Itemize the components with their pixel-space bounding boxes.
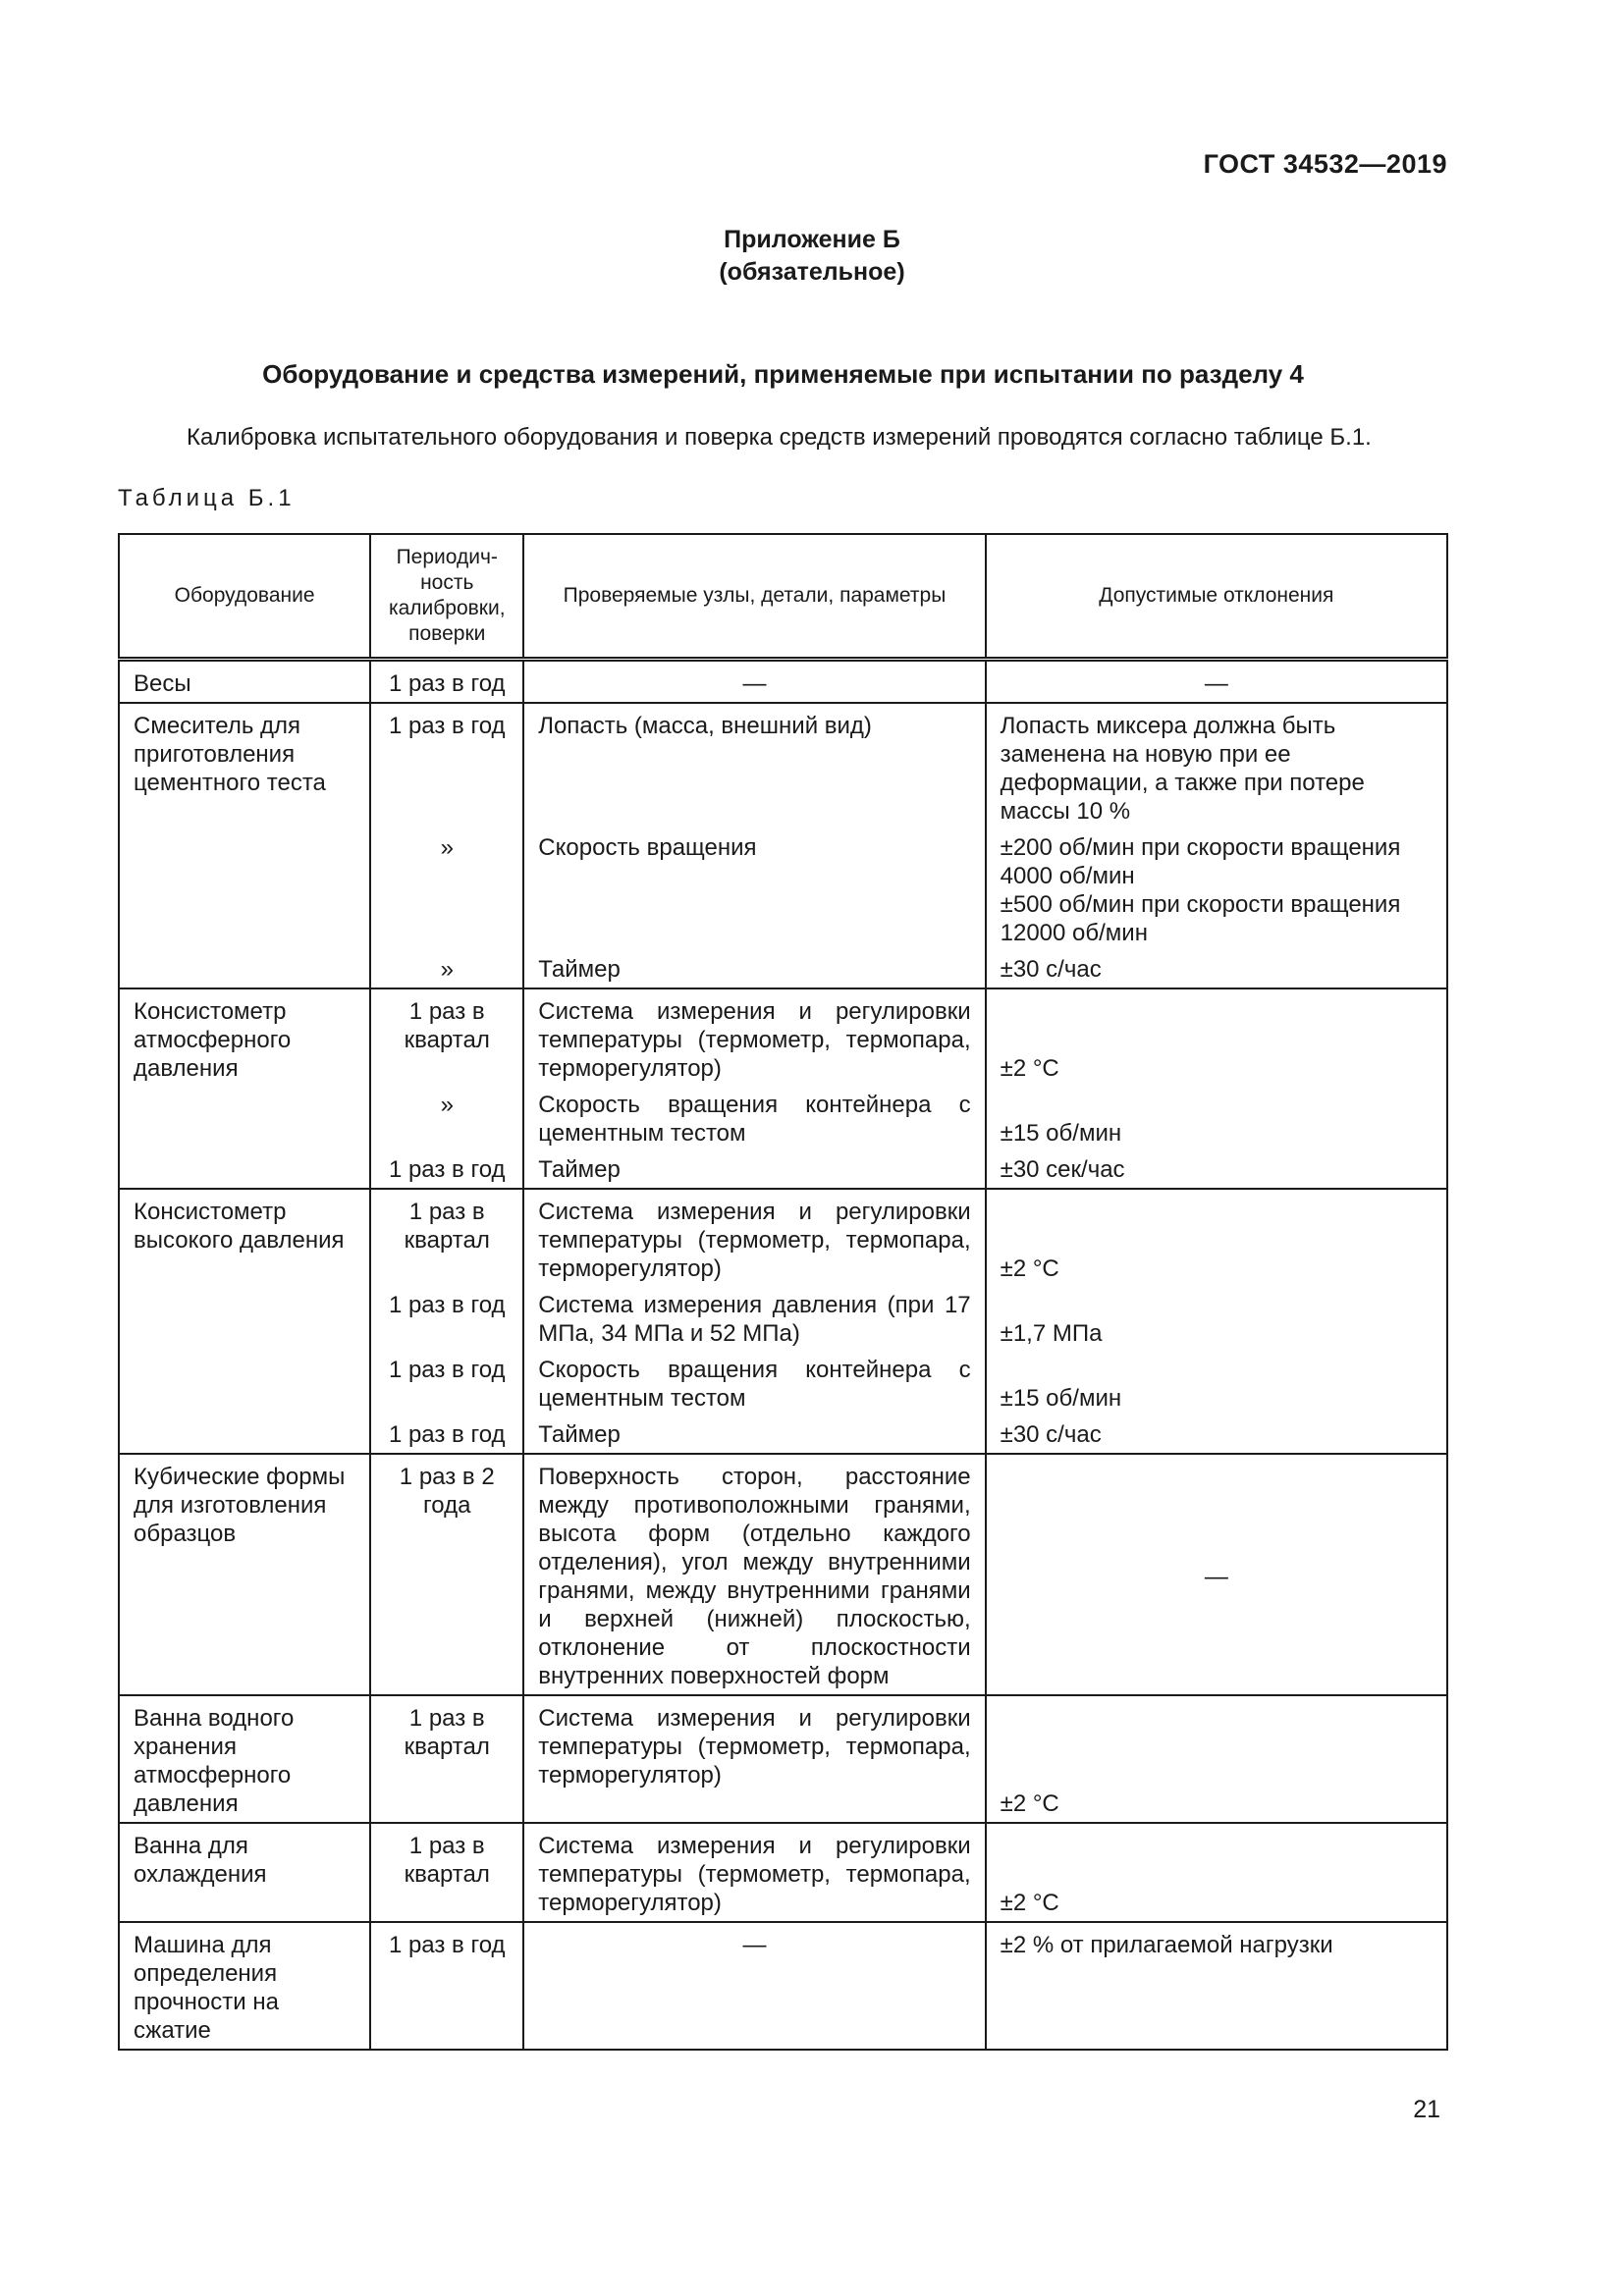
table-row	[119, 988, 1447, 1087]
table-row	[119, 660, 1447, 704]
table-row	[119, 1189, 1447, 1287]
periodicity-cell: 1 раз в год	[370, 1416, 523, 1454]
table-row	[119, 1823, 1447, 1922]
equipment-cell: Машина для определения прочности на сжатие	[119, 1922, 370, 2050]
tolerance-cell	[986, 829, 1447, 951]
tolerance-cell: ±2 °С	[986, 1189, 1447, 1287]
table-row	[119, 703, 1447, 829]
periodicity-cell: 1 раз в квартал	[370, 1695, 523, 1823]
table-caption: Таблица Б.1	[118, 485, 296, 511]
parameter-cell: Лопасть (масса, внешний вид)	[523, 703, 985, 829]
document-code: ГОСТ 34532—2019	[1203, 149, 1447, 179]
equipment-cell: Консистометр высокого давления	[119, 1189, 370, 1454]
parameter-cell: Система измерения и регулировки температуры (термометр, термопара, терморегулятор)	[523, 1823, 985, 1922]
parameter-cell: Скорость вращения контейнера с цементным тестом	[523, 1087, 985, 1151]
periodicity-cell: 1 раз в год	[370, 1352, 523, 1416]
tolerance-cell: ±15 об/мин	[986, 1087, 1447, 1151]
equipment-cell: Ванна водного хранения атмосферного давления	[119, 1695, 370, 1823]
equipment-cell: Кубические формы для изготовления образцов	[119, 1454, 370, 1695]
periodicity-cell: 1 раз в год	[370, 703, 523, 829]
tolerance-cell: —	[986, 660, 1447, 704]
tolerance-cell: ±2 °С	[986, 1823, 1447, 1922]
parameter-cell: —	[523, 660, 985, 704]
parameter-cell: Система измерения давления (при 17 МПа, 34 МПа и 52 МПа)	[523, 1287, 985, 1352]
page-number: 21	[1413, 2096, 1440, 2123]
appendix-status: (обязательное)	[719, 258, 905, 286]
tolerance-cell: ±2 °С	[986, 988, 1447, 1087]
tolerance-cell: ±2 % от прилагаемой нагрузки	[986, 1922, 1447, 2050]
equipment-table	[118, 533, 1448, 2051]
periodicity-cell: »	[370, 951, 523, 988]
tolerance-cell: ±30 с/час	[986, 1416, 1447, 1454]
periodicity-cell: »	[370, 829, 523, 951]
periodicity-cell: 1 раз в год	[370, 1922, 523, 2050]
table-header-row	[119, 534, 1447, 660]
tolerance-cell: ±30 сек/час	[986, 1151, 1447, 1189]
parameter-cell: Система измерения и регулировки температуры (термометр, термопара, терморегулятор)	[523, 988, 985, 1087]
header-parameters: Проверяемые узлы, детали, параметры	[523, 534, 985, 660]
appendix-title: Приложение Б	[724, 226, 900, 253]
intro-paragraph: Калибровка испытательного оборудования и поверка средств измерений проводятся согласно таблице Б.1.	[187, 424, 1372, 451]
periodicity-cell: »	[370, 1087, 523, 1151]
periodicity-cell: 1 раз в год	[370, 660, 523, 704]
parameter-cell: Скорость вращения контейнера с цементным тестом	[523, 1352, 985, 1416]
header-periodicity: Периодич-ность калибровки, поверки	[370, 534, 523, 660]
appendix-heading	[0, 224, 1624, 289]
tolerance-cell: ±15 об/мин	[986, 1352, 1447, 1416]
tolerance-cell: ±2 °С	[986, 1695, 1447, 1823]
periodicity-cell: 1 раз в квартал	[370, 988, 523, 1087]
parameter-cell: Скорость вращения	[523, 829, 985, 951]
parameter-cell: Система измерения и регулировки температуры (термометр, термопара, терморегулятор)	[523, 1189, 985, 1287]
parameter-cell: Таймер	[523, 951, 985, 988]
periodicity-cell: 1 раз в год	[370, 1287, 523, 1352]
parameter-cell: Таймер	[523, 1151, 985, 1189]
table-row	[119, 1454, 1447, 1695]
parameter-cell: —	[523, 1922, 985, 2050]
periodicity-cell: 1 раз в квартал	[370, 1823, 523, 1922]
section-title: Оборудование и средства измерений, применяемые при испытании по разделу 4	[262, 359, 1304, 389]
parameter-cell: Система измерения и регулировки температуры (термометр, термопара, терморегулятор)	[523, 1695, 985, 1823]
tolerance-line: ±200 об/мин при скорости вращения 4000 об/мин	[1000, 834, 1401, 889]
periodicity-cell: 1 раз в квартал	[370, 1189, 523, 1287]
equipment-cell: Ванна для охлаждения	[119, 1823, 370, 1922]
tolerance-line: ±500 об/мин при скорости вращения 12000 об/мин	[1000, 891, 1401, 946]
parameter-cell: Таймер	[523, 1416, 985, 1454]
equipment-cell: Весы	[119, 660, 370, 704]
header-equipment: Оборудование	[119, 534, 370, 660]
periodicity-cell: 1 раз в 2 года	[370, 1454, 523, 1695]
table-row	[119, 1695, 1447, 1823]
equipment-cell: Консистометр атмосферного давления	[119, 988, 370, 1189]
tolerance-cell: ±1,7 МПа	[986, 1287, 1447, 1352]
tolerance-cell: —	[986, 1454, 1447, 1695]
header-tolerances: Допустимые отклонения	[986, 534, 1447, 660]
tolerance-cell: ±30 с/час	[986, 951, 1447, 988]
table-row	[119, 1922, 1447, 2050]
periodicity-cell: 1 раз в год	[370, 1151, 523, 1189]
tolerance-cell: Лопасть миксера должна быть заменена на новую при ее деформации, а также при потере массы 10 %	[986, 703, 1447, 829]
parameter-cell: Поверхность сторон, расстояние между противоположными гранями, высота форм (отдельно каждого отделения), угол между внутренними гранями, между внутренними гранями и верхней (нижней) плоскостью, отклонение от плоскостности внутренних поверхностей форм	[523, 1454, 985, 1695]
equipment-cell: Смеситель для приготовления цементного теста	[119, 703, 370, 988]
